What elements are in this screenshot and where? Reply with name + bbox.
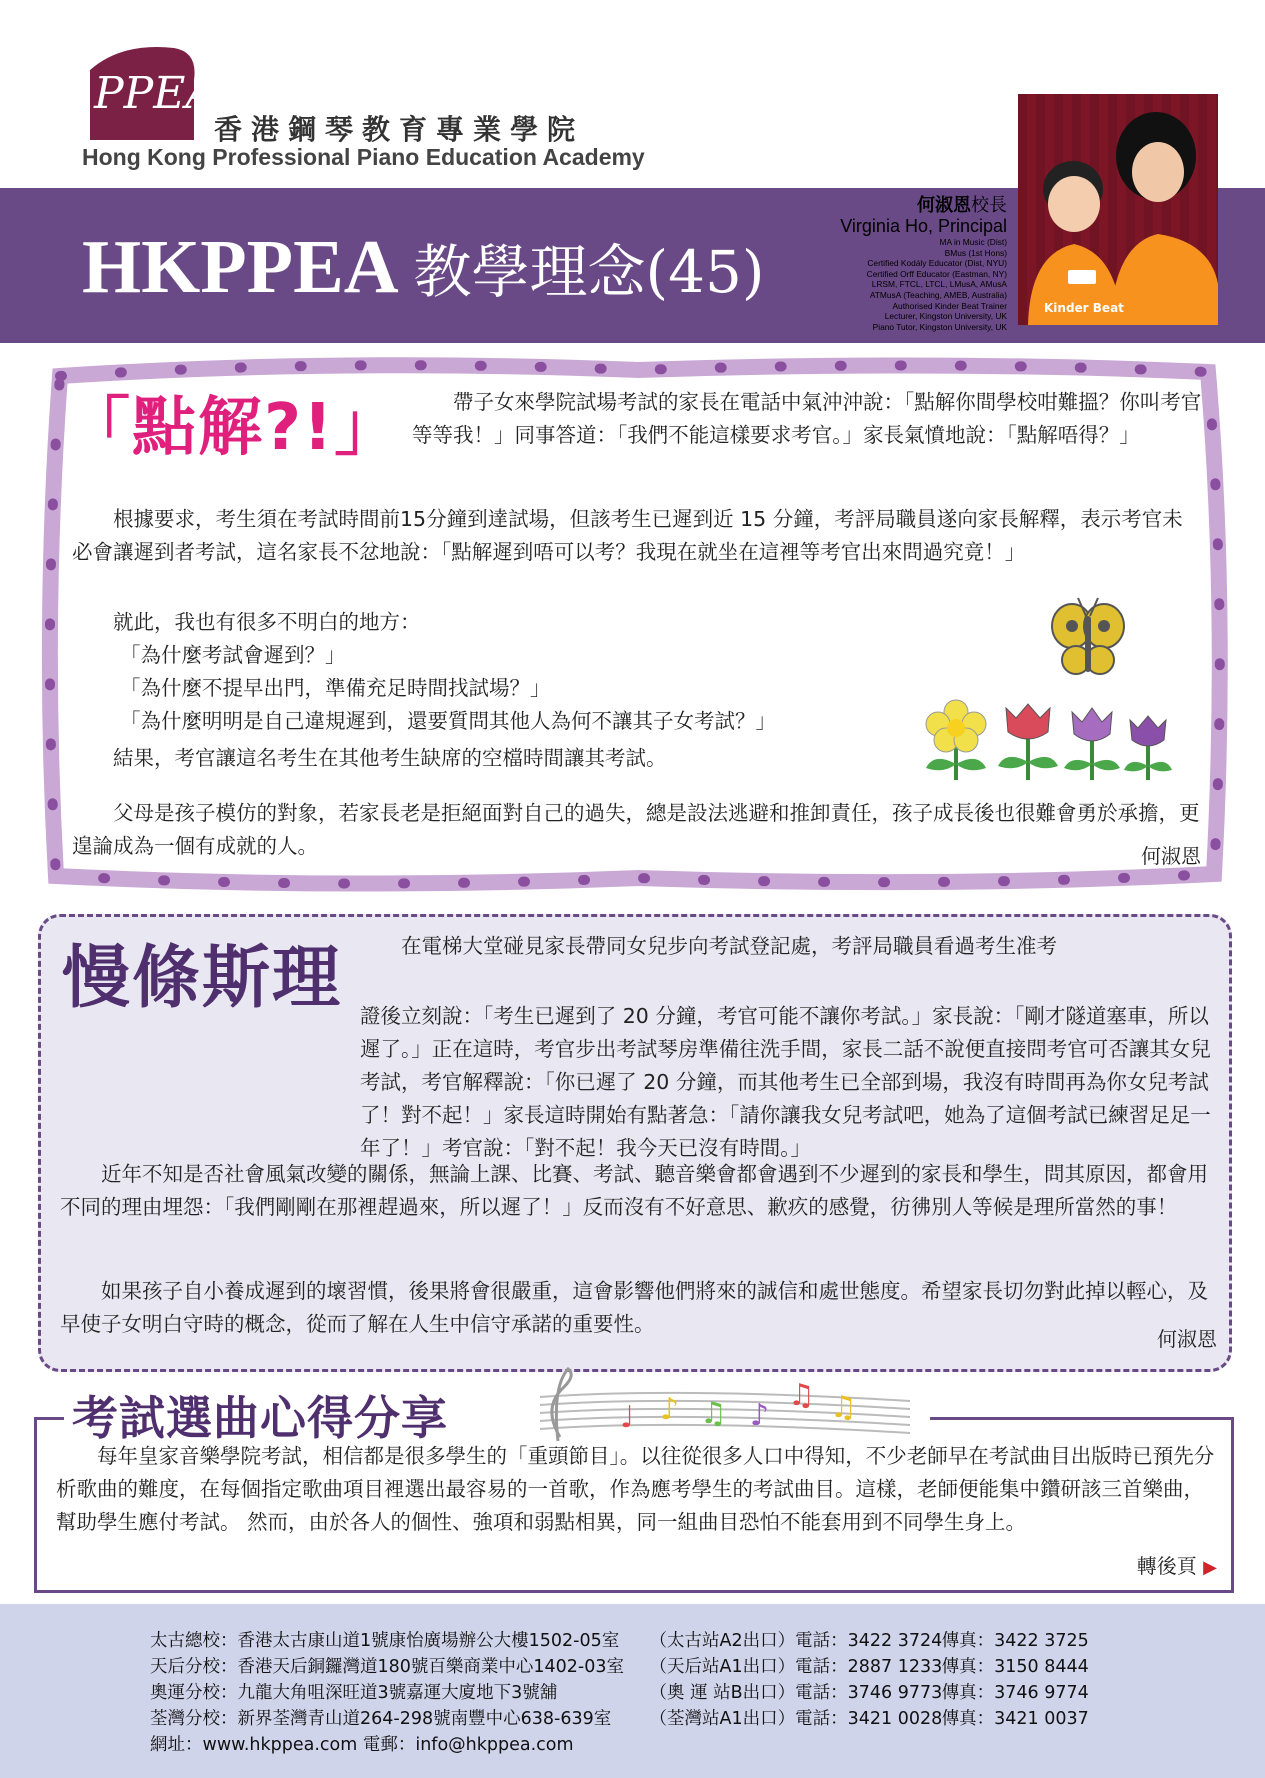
branch-address: 香港天后銅鑼灣道180號百樂商業中心1402-03室 (237, 1657, 625, 1677)
title-en: HKPPEA (82, 225, 395, 309)
tel-label: 電話： (795, 1683, 848, 1703)
credential-line: Certified Orff Educator (Eastman, NY) (866, 268, 1007, 279)
branch-list (150, 1628, 1089, 1758)
principal-name-cn: 何淑恩 (917, 195, 971, 215)
branch-tel: 3422 3724 (847, 1631, 943, 1651)
article2-intro: 在電梯大堂碰見家長帶同女兒步向考試登記處，考評局職員看過考生准考 (401, 934, 1057, 958)
branch-fax: 3150 8444 (994, 1657, 1089, 1677)
article2-title: 慢條斯理 (62, 939, 343, 1018)
title-issue: (45) (645, 238, 765, 306)
article2-para3: 如果孩子自小養成遲到的壞習慣，後果將會很嚴重，這會影響他們將來的誠信和處世態度。希望家長切勿對此掉以輕心，及早使子女明白守時的概念，從而了解在人生中信守承諾的重要性。 (60, 1279, 1208, 1336)
shirt-logo-text: Kinder Beat (1044, 301, 1124, 315)
butterfly-icon (1050, 596, 1126, 680)
music-notes-icon (530, 1367, 920, 1442)
branch-tel: 3421 0028 (847, 1709, 943, 1729)
branch-row (150, 1628, 1089, 1654)
branch-fax: 3746 9774 (994, 1683, 1089, 1703)
svg-text:♫: ♫ (788, 1378, 815, 1413)
article2-signature: 何淑恩 (1157, 1327, 1217, 1351)
fax-label: 傳真： (941, 1709, 995, 1729)
credential-line: Piano Tutor, Kingston University, UK (872, 321, 1007, 332)
article2-para2: 近年不知是否社會風氣改變的關係，無論上課、比賽、考試、聽音樂會都會遇到不少遲到的家長和學生，問其原因，都會用不同的理由埋怨：「我們剛剛在那裡趕過來，所以遲了！」反而沒有不好意思、歉疚的感覺，彷彿別人等候是理所當然的事！ (60, 1162, 1208, 1219)
branch-exit: （荃灣站A1出口） (649, 1709, 796, 1729)
academy-name-cn: 香港鋼琴教育專業學院 (214, 113, 585, 146)
tel-label: 電話： (795, 1709, 848, 1729)
page-header (0, 0, 1265, 345)
principal-role-cn: 校長 (971, 195, 1007, 215)
academy-name-en: Hong Kong Professional Piano Education Academy (82, 144, 645, 170)
svg-text:♪: ♪ (750, 1398, 770, 1433)
branch-row (150, 1680, 1089, 1706)
credential-line: Certified Kodály Educator (Dist, NYU) (867, 258, 1007, 269)
list-item: 「為什麼考試會遲到？」 (120, 643, 346, 667)
ppea-logo-icon (82, 40, 218, 148)
principal-info (587, 194, 1007, 332)
title-cn: 教學理念 (413, 238, 646, 306)
box3-rule-left (34, 1417, 64, 1420)
contact-row (150, 1732, 1089, 1758)
branch-address: 香港太古康山道1號康怡廣場辦公大樓1502-05室 (237, 1631, 620, 1651)
branch-name: 荃灣分校： (150, 1709, 238, 1729)
svg-text:♩: ♩ (620, 1400, 635, 1435)
svg-text:♪: ♪ (660, 1392, 680, 1427)
article1-closing: 父母是孩子模仿的對象，若家長老是拒絕面對自己的過失，總是設法逃避和推卸責任，孩子成長後也很難會勇於承擔，更遑論成為一個有成就的人。 (72, 801, 1200, 858)
fax-label: 傳真： (941, 1657, 995, 1677)
result-text: 結果，考官讓這名考生在其他考生缺席的空檔時間讓其考試。 (113, 746, 667, 770)
branch-exit: （太古站A2出口） (649, 1631, 796, 1651)
principal-photo (1018, 94, 1218, 325)
branch-row (150, 1654, 1089, 1680)
tel-label: 電話： (795, 1657, 848, 1677)
fax-label: 傳真： (941, 1683, 995, 1703)
continue-link[interactable] (1137, 1550, 1217, 1579)
list-item: 「為什麼不提早出門，準備充足時間找試場？」 (120, 676, 551, 700)
web-label: 網址： (150, 1735, 203, 1755)
svg-text:♫: ♫ (830, 1390, 857, 1425)
website-link[interactable]: www.hkppea.com (202, 1735, 358, 1755)
list-intro: 就此，我也有很多不明白的地方： (113, 610, 421, 634)
branch-name: 太古總校： (150, 1631, 238, 1651)
article1-intro: 帶子女來學院試場考試的家長在電話中氣沖沖說：「點解你間學校咁難搵？你叫考官等等我！」同事答道：「我們不能這樣要求考官。」家長氣憤地說：「點解唔得？」 (412, 390, 1202, 447)
logo-letters: PPEA (94, 68, 218, 119)
credential-line: MA in Music (Dist) (939, 237, 1007, 247)
branch-row (150, 1706, 1089, 1732)
list-item: 「為什麼明明是自己違規遲到，還要質問其他人為何不讓其子女考試？」 (120, 709, 776, 733)
branch-tel: 2887 1233 (847, 1657, 943, 1677)
branch-exit: （奧 運 站B出口） (649, 1683, 796, 1703)
email-link[interactable]: info@hkppea.com (415, 1735, 574, 1755)
credential-line: Lecturer, Kingston University, UK (884, 311, 1007, 322)
credential-line: ATMusA (Teaching, AMEB, Australia) (869, 289, 1007, 300)
credential-line: LRSM, FTCL, LTCL, LMusA, AMusA (871, 279, 1007, 290)
branch-address: 九龍大角咀深旺道3號嘉運大廈地下3號舖 (237, 1683, 558, 1703)
email-label: 電郵： (362, 1735, 416, 1755)
credential-line: BMus (1st Hons) (944, 247, 1007, 258)
article3-body: 每年皇家音樂學院考試，相信都是很多學生的「重頭節目」。以往從很多人口中得知，不少老師早在考試曲目出版時已預先分析歌曲的難度，在每個指定歌曲項目裡選出最容易的一首歌，作為應考學生的考試曲目。這樣，老師便能集中鑽研該三首樂曲，幫助學生應付考試。 然而，由於各人的個性、強項和弱點相異，同一組曲目恐怕不能套用到不同學生身上。 (56, 1444, 1215, 1534)
branch-address: 新界荃灣青山道264-298號南豐中心638-639室 (237, 1709, 612, 1729)
box3-rule-right (930, 1417, 1234, 1420)
credential-line: Authorised Kinder Beat Trainer (892, 300, 1007, 311)
tel-label: 電話： (795, 1631, 848, 1651)
flowers-icon (920, 694, 1175, 784)
article1-title: 「點解?!」 (66, 391, 401, 465)
article3-title: 考試選曲心得分享 (66, 1382, 454, 1448)
branch-name: 天后分校： (150, 1657, 238, 1677)
branch-fax: 3421 0037 (994, 1709, 1089, 1729)
principal-photo-illustration (1018, 94, 1218, 325)
fax-label: 傳真： (941, 1631, 995, 1651)
question-list (72, 606, 972, 775)
article1-signature: 何淑恩 (1141, 844, 1201, 868)
principal-name-en: Virginia Ho, Principal (840, 216, 1007, 236)
play-arrow-icon: ▶ (1203, 1557, 1217, 1578)
branch-fax: 3422 3725 (994, 1631, 1089, 1651)
branch-exit: （天后站A1出口） (649, 1657, 796, 1677)
branch-name: 奧運分校： (150, 1683, 238, 1703)
article1-body: 根據要求，考生須在考試時間前15分鐘到達試場，但該考生已遲到近 15 分鐘，考評局職員遂向家長解釋，表示考官未必會讓遲到者考試，這名家長不忿地說：「點解遲到唔可以考？我現在就坐在這裡等考官出來問過究竟！」 (72, 507, 1183, 564)
continue-label: 轉後頁 (1136, 1554, 1197, 1578)
branch-tel: 3746 9773 (847, 1683, 943, 1703)
principal-name (587, 194, 1007, 216)
svg-text:♫: ♫ (700, 1396, 727, 1431)
article2-body: 證後立刻說：「考生已遲到了 20 分鐘，考官可能不讓你考試。」家長說：「剛才隧道塞車，所以遲了。」正在這時，考官步出考試琴房準備往洗手間，家長二話不說便直接問考官可否讓其女兒考試，考官解釋說：「你已遲了 20 分鐘，而其他考生已全部到場，我沒有時間再為你女兒考試了！對不起！」家長這時開始有點著急：「請你讓我女兒考試吧，她為了這個考試已練習足足一年了！」考官說：「對不起！我今天已沒有時間。」 (360, 1004, 1211, 1160)
